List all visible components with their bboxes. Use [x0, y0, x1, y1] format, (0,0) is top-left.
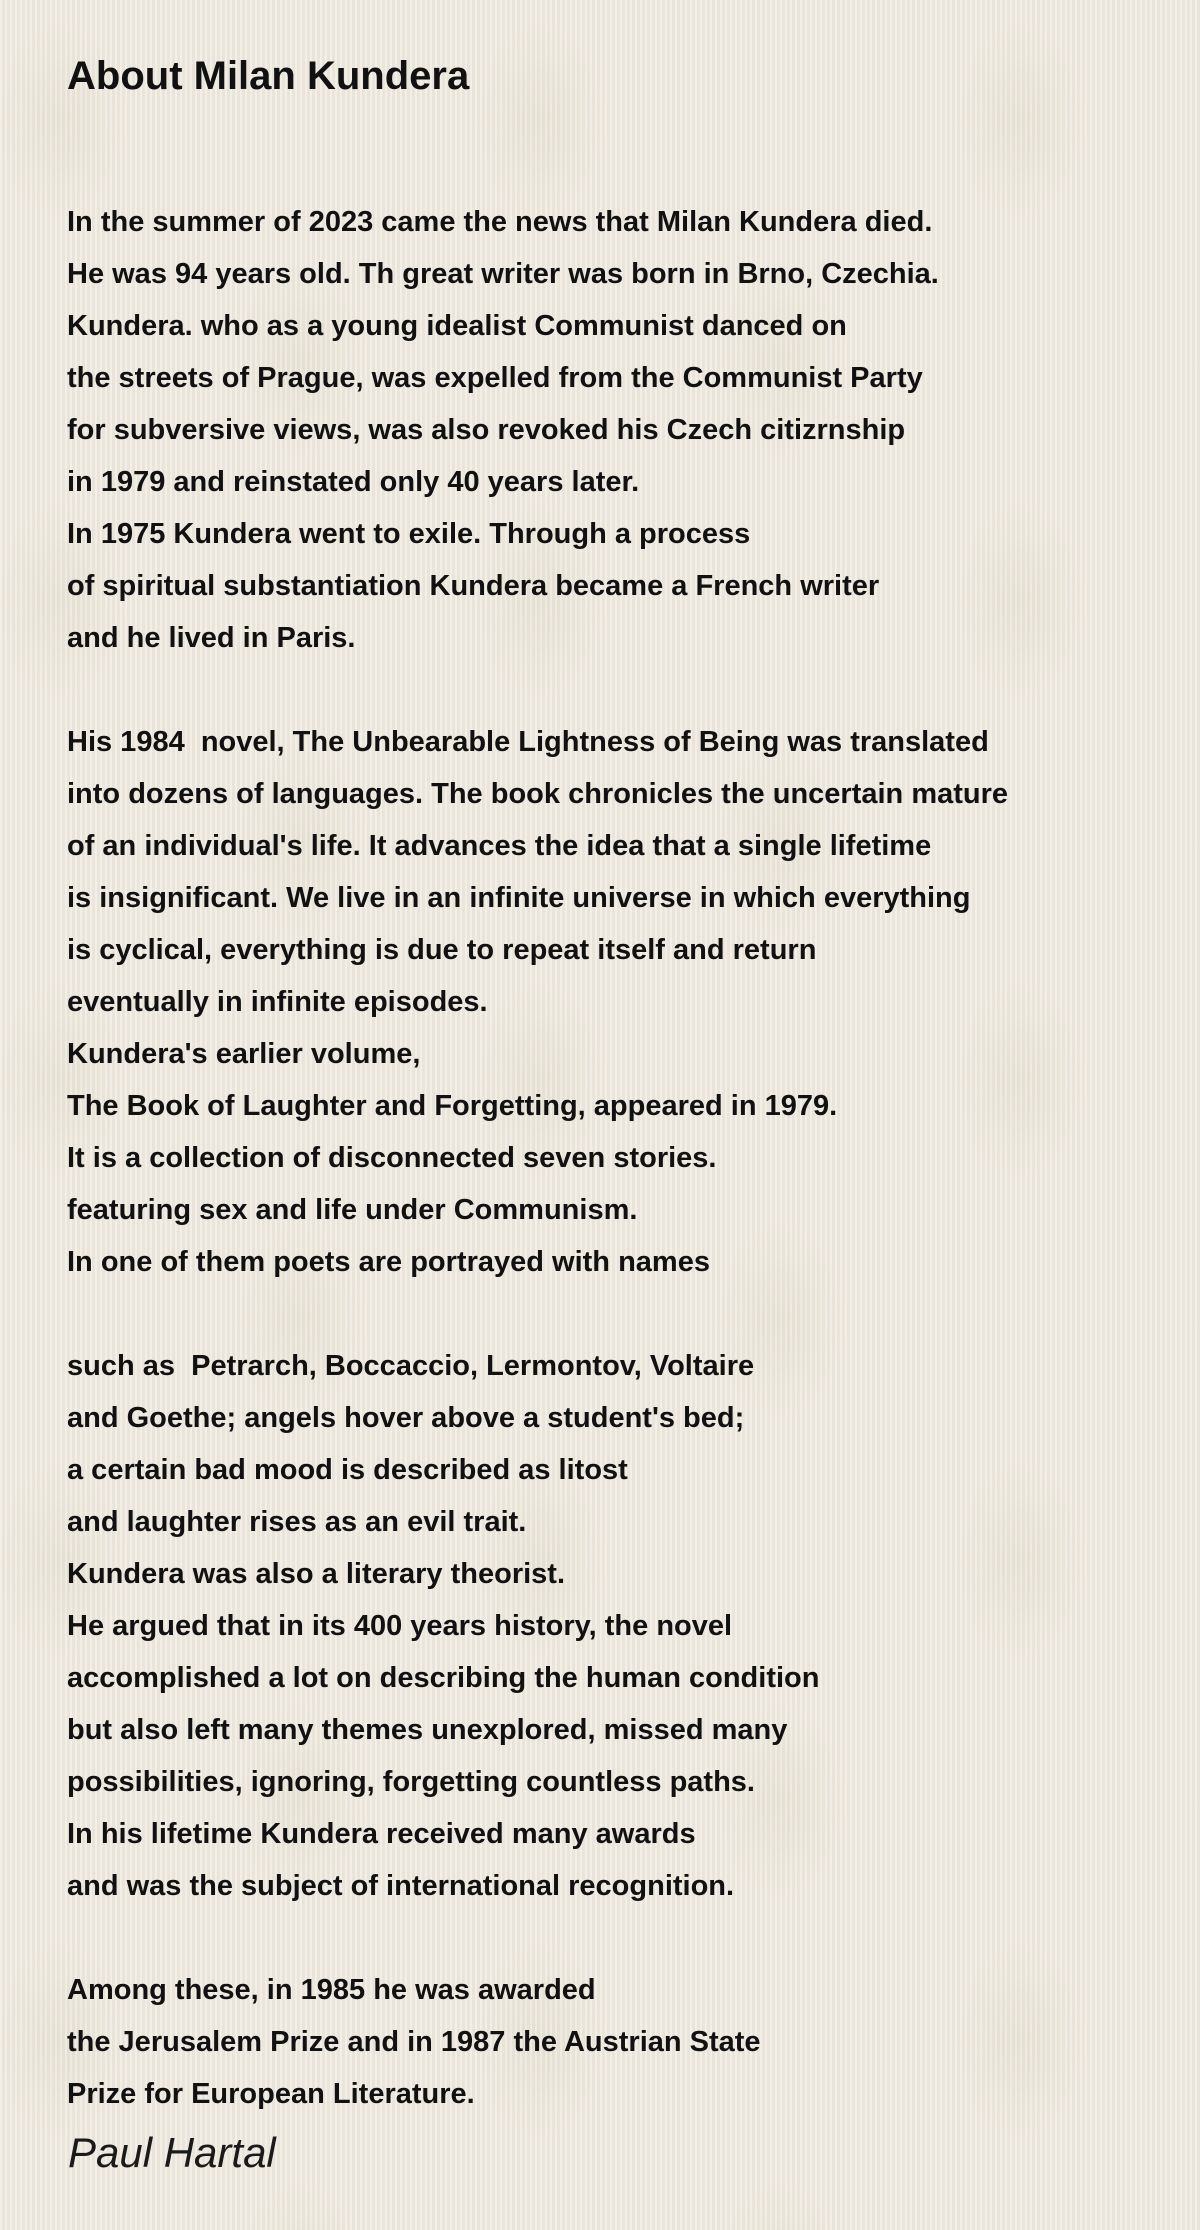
poem-line: but also left many themes unexplored, missed many [67, 1714, 788, 1746]
poem-line: Among these, in 1985 he was awarded [67, 1974, 596, 2006]
poem-stanza [67, 1964, 1177, 2120]
poem-line: such as Petrarch, Boccaccio, Lermontov, Voltaire [67, 1350, 755, 1382]
poem-line: It is a collection of disconnected seven stories. [67, 1142, 717, 1174]
poem-line: possibilities, ignoring, forgetting countless paths. [67, 1766, 755, 1798]
poem-line: and laughter rises as an evil trait. [67, 1506, 527, 1538]
poem-line: In his lifetime Kundera received many awards [67, 1818, 696, 1850]
poem-line: He argued that in its 400 years history, the novel [67, 1610, 733, 1642]
poem-line: He was 94 years old. Th great writer was born in Brno, Czechia. [67, 258, 939, 290]
poem-stanza [67, 196, 1177, 664]
poem-stanza [67, 716, 1177, 1288]
poem-line: in 1979 and reinstated only 40 years later. [67, 466, 640, 498]
poem-line: In 1975 Kundera went to exile. Through a process [67, 518, 751, 550]
poem-line: In one of them poets are portrayed with names [67, 1246, 710, 1278]
poem-line: and he lived in Paris. [67, 622, 356, 654]
poem-line: Kundera. who as a young idealist Communist danced on [67, 310, 847, 342]
poem-line: for subversive views, was also revoked his Czech citizrnship [67, 414, 906, 446]
poem-line: eventually in infinite episodes. [67, 986, 488, 1018]
poem-line: Kundera was also a literary theorist. [67, 1558, 566, 1590]
poem-title: About Milan Kundera [67, 54, 470, 98]
poem-line: accomplished a lot on describing the human condition [67, 1662, 820, 1694]
poem-container [67, 48, 1177, 2172]
poem-line: and Goethe; angels hover above a student's bed; [67, 1402, 745, 1434]
poem-author: Paul Hartal [68, 2129, 276, 2176]
poem-line: of spiritual substantiation Kundera became a French writer [67, 570, 880, 602]
poem-line: into dozens of languages. The book chronicles the uncertain mature [67, 778, 1009, 810]
poem-line: and was the subject of international recognition. [67, 1870, 735, 1902]
poem-line: is cyclical, everything is due to repeat itself and return [67, 934, 817, 966]
poem-line: the Jerusalem Prize and in 1987 the Austrian State [67, 2026, 761, 2058]
poem-line: featuring sex and life under Communism. [67, 1194, 638, 1226]
poem-line: His 1984 novel, The Unbearable Lightness of Being was translated [67, 726, 989, 758]
poem-line: Prize for European Literature. [67, 2078, 475, 2110]
poem-line: In the summer of 2023 came the news that Milan Kundera died. [67, 206, 933, 238]
poem-line: a certain bad mood is described as litost [67, 1454, 628, 1486]
poem-line: the streets of Prague, was expelled from the Communist Party [67, 362, 923, 394]
poem-body [67, 196, 1177, 2120]
poem-line: of an individual's life. It advances the idea that a single lifetime [67, 830, 932, 862]
poem-line: The Book of Laughter and Forgetting, appeared in 1979. [67, 1090, 838, 1122]
poem-line: Kundera's earlier volume, [67, 1038, 421, 1070]
poem-line: is insignificant. We live in an infinite universe in which everything [67, 882, 971, 914]
poem-stanza [67, 1340, 1177, 1912]
